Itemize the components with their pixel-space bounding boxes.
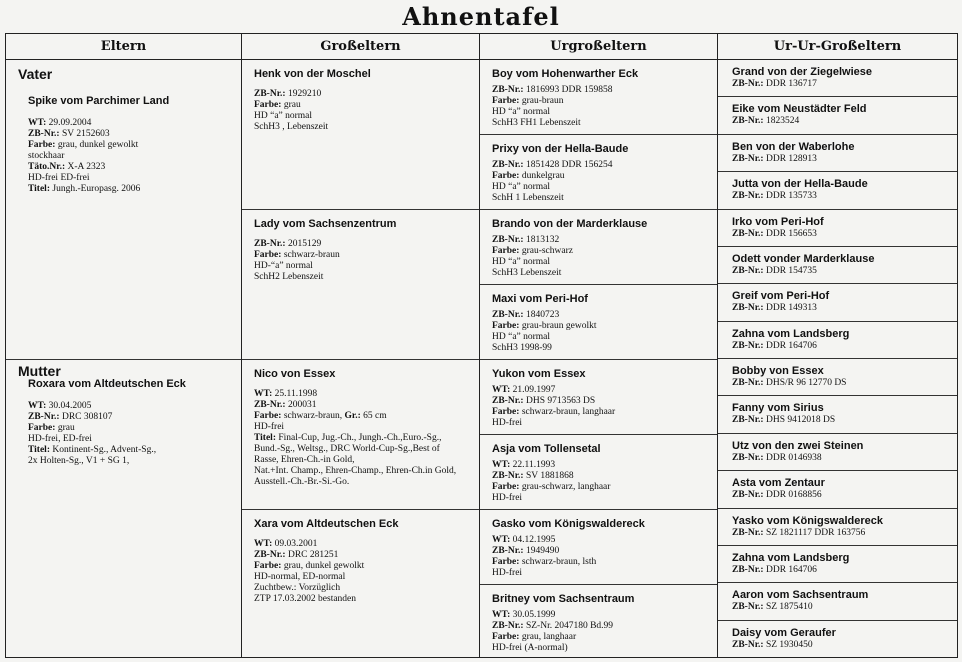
value: 1813132 bbox=[525, 235, 560, 245]
label: Farbe: bbox=[254, 250, 282, 260]
page-title: Ahnentafel bbox=[402, 2, 560, 31]
value: Bund.-Sg., Weltsg., DRC World-Cup-Sg.,Best of bbox=[254, 444, 440, 454]
label: ZB-Nr.: bbox=[254, 550, 286, 560]
great-great-grandparent-cell bbox=[718, 322, 957, 359]
dog-name: Yasko vom Königswaldereck bbox=[732, 514, 884, 527]
dog-name: Ben von der Waberlohe bbox=[732, 140, 855, 153]
label: ZB-Nr.: bbox=[492, 621, 524, 631]
value: grau-schwarz, langhaar bbox=[521, 482, 611, 492]
label: ZB-Nr.: bbox=[732, 415, 764, 426]
value: 2015129 bbox=[287, 239, 322, 249]
dog-name: Gasko vom Königswaldereck bbox=[492, 518, 645, 530]
dog-name: Spike vom Parchimer Land bbox=[28, 95, 170, 107]
value: 1929210 bbox=[287, 89, 322, 99]
value: SchH2 Lebenszeit bbox=[254, 272, 324, 282]
value: Nat.+Int. Champ., Ehren-Champ., Ehren-Ch.in Gold, bbox=[254, 466, 457, 476]
value: schwarz-braun, bbox=[283, 411, 343, 421]
dog-name: Asja vom Tollensetal bbox=[492, 443, 601, 455]
label: Farbe: bbox=[254, 411, 282, 421]
column-ururgrosseltern bbox=[718, 34, 957, 657]
label: Farbe: bbox=[492, 407, 520, 417]
value: SZ-Nr. 2047180 Bd.99 bbox=[525, 621, 614, 631]
value: DDR 164706 bbox=[765, 340, 817, 351]
value: HD-frei ED-frei bbox=[28, 173, 90, 183]
value: DRC 281251 bbox=[287, 550, 339, 560]
value: DDR 156653 bbox=[765, 228, 817, 239]
grandparent-cell bbox=[242, 60, 479, 210]
dog-name: Greif vom Peri-Hof bbox=[732, 290, 830, 303]
parent-cell-mutter bbox=[6, 360, 241, 658]
label: ZB-Nr.: bbox=[732, 265, 764, 276]
label: Titel: bbox=[254, 433, 276, 443]
value: SV 1881868 bbox=[525, 471, 574, 481]
dog-name: Nico von Essex bbox=[254, 368, 336, 380]
label: Farbe: bbox=[492, 557, 520, 567]
label: Farbe: bbox=[492, 632, 520, 642]
label: Farbe: bbox=[492, 482, 520, 492]
value: DDR 135733 bbox=[765, 191, 817, 202]
great-great-grandparent-cell bbox=[718, 546, 957, 583]
label: ZB-Nr.: bbox=[492, 310, 524, 320]
great-great-grandparent-cell bbox=[718, 509, 957, 546]
column-header-eltern: Eltern bbox=[6, 34, 241, 60]
value: schwarz-braun, langhaar bbox=[521, 407, 616, 417]
value: 29.09.2004 bbox=[48, 118, 92, 128]
label: WT: bbox=[492, 610, 511, 620]
value: DDR 0146938 bbox=[765, 452, 822, 463]
column-grosseltern bbox=[242, 34, 480, 657]
value: 25.11.1998 bbox=[274, 389, 318, 399]
role-label: Vater bbox=[18, 66, 53, 82]
value: stockhaar bbox=[28, 151, 65, 161]
value: Ausstell.-Ch.-Br.-Si.-Go. bbox=[254, 477, 350, 487]
value: DHS/R 96 12770 DS bbox=[765, 378, 847, 388]
label: ZB-Nr.: bbox=[732, 602, 764, 613]
label: WT: bbox=[28, 401, 47, 411]
value: DDR 154735 bbox=[765, 265, 817, 276]
value: grau bbox=[283, 100, 301, 110]
value: 09.03.2001 bbox=[274, 539, 318, 549]
dog-name: Irko vom Peri-Hof bbox=[732, 215, 824, 228]
great-great-grandparent-cell bbox=[718, 396, 957, 433]
dog-name: Roxara vom Altdeutschen Eck bbox=[28, 378, 186, 390]
label: ZB-Nr.: bbox=[732, 116, 764, 127]
label: Titel: bbox=[28, 184, 50, 194]
dog-name: Utz von den zwei Steinen bbox=[732, 439, 864, 452]
label: WT: bbox=[492, 385, 511, 395]
value: Zuchtbew.: Vorzüglich bbox=[254, 583, 341, 593]
label: ZB-Nr.: bbox=[732, 153, 764, 164]
value: Jungh.-Europasg. 2006 bbox=[52, 184, 141, 194]
label: ZB-Nr.: bbox=[732, 378, 764, 388]
label: ZB-Nr.: bbox=[28, 412, 60, 422]
dog-name: Britney vom Sachsentraum bbox=[492, 593, 635, 605]
dog-name: Zahna vom Landsberg bbox=[732, 327, 850, 340]
value: DHS 9713563 DS bbox=[525, 396, 596, 406]
great-grandparent-cell bbox=[480, 435, 717, 510]
great-great-grandparent-cell bbox=[718, 621, 957, 658]
great-grandparent-cell bbox=[480, 210, 717, 285]
label: WT: bbox=[492, 460, 511, 470]
value: SchH3 1998-99 bbox=[492, 343, 552, 353]
value: DDR 164706 bbox=[765, 564, 817, 575]
label: WT: bbox=[492, 535, 511, 545]
column-eltern bbox=[6, 34, 242, 657]
label: ZB-Nr.: bbox=[492, 471, 524, 481]
value: SV 2152603 bbox=[61, 129, 110, 139]
value: HD-normal, ED-normal bbox=[254, 572, 346, 582]
value: SchH3 FH1 Lebenszeit bbox=[492, 118, 581, 128]
value: 1840723 bbox=[525, 310, 560, 320]
dog-name: Maxi vom Peri-Hof bbox=[492, 293, 588, 305]
great-great-grandparent-cell bbox=[718, 135, 957, 172]
great-great-grandparent-cell bbox=[718, 284, 957, 321]
value: 04.12.1995 bbox=[512, 535, 556, 545]
label: ZB-Nr.: bbox=[254, 400, 286, 410]
value: X-A 2323 bbox=[67, 162, 106, 172]
value: dunkelgrau bbox=[521, 171, 565, 181]
great-grandparent-cell bbox=[480, 285, 717, 360]
dog-name: Zahna vom Landsberg bbox=[732, 551, 850, 564]
dog-name: Lady vom Sachsenzentrum bbox=[254, 218, 397, 230]
value: HD-frei (A-normal) bbox=[492, 643, 568, 653]
dog-name: Boy vom Hohenwarther Eck bbox=[492, 68, 639, 80]
dog-name: Aaron vom Sachsentraum bbox=[732, 589, 869, 602]
great-great-grandparent-cell bbox=[718, 434, 957, 471]
great-grandparent-cell bbox=[480, 360, 717, 435]
value: HD-frei, ED-frei bbox=[28, 434, 92, 444]
value: SchH3 , Lebenszeit bbox=[254, 122, 329, 132]
great-great-grandparent-cell bbox=[718, 172, 957, 209]
label: ZB-Nr.: bbox=[732, 527, 764, 538]
value: 22.11.1993 bbox=[512, 460, 556, 470]
label: ZB-Nr.: bbox=[732, 340, 764, 351]
dog-details bbox=[28, 118, 233, 195]
label: ZB-Nr.: bbox=[254, 239, 286, 249]
value: SZ 1930450 bbox=[765, 639, 813, 650]
great-grandparent-cell bbox=[480, 135, 717, 210]
value: 200031 bbox=[287, 400, 317, 410]
label: Farbe: bbox=[492, 321, 520, 331]
value: SZ 1821117 DDR 163756 bbox=[765, 527, 866, 538]
value: HD-frei bbox=[254, 422, 285, 432]
dog-name: Bobby von Essex bbox=[732, 365, 824, 377]
label: ZB-Nr.: bbox=[492, 235, 524, 245]
value: HD “a” normal bbox=[492, 182, 551, 192]
parent-cell-vater bbox=[6, 60, 241, 360]
great-grandparent-cell bbox=[480, 510, 717, 585]
dog-name: Jutta von der Hella-Baude bbox=[732, 178, 868, 191]
label: Farbe: bbox=[492, 96, 520, 106]
dog-name: Daisy vom Geraufer bbox=[732, 626, 836, 639]
dog-name: Asta vom Zentaur bbox=[732, 477, 825, 490]
value: HD-frei bbox=[492, 493, 523, 503]
value: 21.09.1997 bbox=[512, 385, 556, 395]
label: ZB-Nr.: bbox=[492, 85, 524, 95]
value: HD “a” normal bbox=[254, 111, 313, 121]
value: 65 cm bbox=[363, 411, 387, 421]
value: grau bbox=[57, 423, 75, 433]
dog-name: Yukon vom Essex bbox=[492, 368, 586, 380]
dog-name: Grand von der Ziegelwiese bbox=[732, 66, 872, 78]
great-grandparent-cell bbox=[480, 60, 717, 135]
value: HD “a” normal bbox=[492, 257, 551, 267]
label: Farbe: bbox=[28, 423, 56, 433]
value: DDR 0168856 bbox=[765, 490, 822, 501]
label: Farbe: bbox=[492, 171, 520, 181]
column-header-grosseltern: Großeltern bbox=[242, 34, 479, 60]
label: ZB-Nr.: bbox=[732, 490, 764, 501]
label: ZB-Nr.: bbox=[492, 396, 524, 406]
value: HD “a” normal bbox=[492, 107, 551, 117]
value: grau-braun bbox=[521, 96, 564, 106]
dog-name: Xara vom Altdeutschen Eck bbox=[254, 518, 399, 530]
label: ZB-Nr.: bbox=[732, 228, 764, 239]
value: DDR 128913 bbox=[765, 153, 817, 164]
dog-name: Eike vom Neustädter Feld bbox=[732, 103, 867, 116]
dog-name: Odett vonder Marderklause bbox=[732, 252, 875, 265]
dog-name: Prixy von der Hella-Baude bbox=[492, 143, 629, 155]
pedigree-table bbox=[5, 33, 958, 658]
label: ZB-Nr.: bbox=[732, 564, 764, 575]
value: 30.04.2005 bbox=[48, 401, 92, 411]
label: Farbe: bbox=[492, 246, 520, 256]
value: 30.05.1999 bbox=[512, 610, 556, 620]
value: grau-schwarz bbox=[521, 246, 573, 256]
dog-name: Brando von der Marderklause bbox=[492, 218, 648, 230]
value: schwarz-braun bbox=[283, 250, 340, 260]
value: DRC 308107 bbox=[61, 412, 113, 422]
value: 2x Holten-Sg., V1 + SG 1, bbox=[28, 456, 130, 466]
column-urgrosseltern bbox=[480, 34, 718, 657]
label: ZB-Nr.: bbox=[492, 160, 524, 170]
value: grau-braun gewolkt bbox=[521, 321, 597, 331]
label: Titel: bbox=[28, 445, 50, 455]
value: SZ 1875410 bbox=[765, 602, 813, 613]
great-grandparent-cell bbox=[480, 585, 717, 658]
column-header-urgrosseltern: Urgroßeltern bbox=[480, 34, 717, 60]
great-great-grandparent-cell bbox=[718, 247, 957, 284]
value: SchH3 Lebenszeit bbox=[492, 268, 562, 278]
label: ZB-Nr.: bbox=[492, 546, 524, 556]
value: HD-frei bbox=[492, 418, 523, 428]
value: grau, langhaar bbox=[521, 632, 577, 642]
value: Final-Cup, Jug.-Ch., Jungh.-Ch.,Euro.-Sg., bbox=[278, 433, 442, 443]
label: WT: bbox=[28, 118, 47, 128]
label: WT: bbox=[254, 389, 273, 399]
great-great-grandparent-cell bbox=[718, 97, 957, 134]
label: ZB-Nr.: bbox=[28, 129, 60, 139]
label: Täto.Nr.: bbox=[28, 162, 66, 172]
grandparent-cell bbox=[242, 510, 479, 658]
value: DHS 9412018 DS bbox=[765, 415, 836, 426]
value: HD “a” normal bbox=[492, 332, 551, 342]
label: ZB-Nr.: bbox=[732, 191, 764, 202]
value: ZTP 17.03.2002 bestanden bbox=[254, 594, 357, 604]
dog-details bbox=[28, 401, 233, 467]
value: Rasse, Ehren-Ch.-in Gold, bbox=[254, 455, 355, 465]
role-label: Mutter bbox=[18, 363, 61, 379]
column-header-ururgrosseltern: Ur-Ur-Großeltern bbox=[718, 34, 957, 60]
label: ZB-Nr.: bbox=[732, 303, 764, 314]
value: grau, dunkel gewolkt bbox=[57, 140, 139, 150]
value: DDR 149313 bbox=[765, 303, 817, 314]
great-great-grandparent-cell bbox=[718, 60, 957, 97]
value: 1949490 bbox=[525, 546, 560, 556]
label: ZB-Nr.: bbox=[254, 89, 286, 99]
label: ZB-Nr.: bbox=[732, 79, 764, 89]
label: ZB-Nr.: bbox=[732, 452, 764, 463]
label: Farbe: bbox=[254, 561, 282, 571]
value: DDR 136717 bbox=[765, 79, 817, 89]
label: WT: bbox=[254, 539, 273, 549]
value: 1816993 DDR 159858 bbox=[525, 85, 613, 95]
grandparent-cell bbox=[242, 360, 479, 510]
great-great-grandparent-cell bbox=[718, 583, 957, 620]
dog-name: Henk von der Moschel bbox=[254, 68, 371, 80]
value: Kontinent-Sg., Advent-Sg., bbox=[52, 445, 157, 455]
value: grau, dunkel gewolkt bbox=[283, 561, 365, 571]
label: Farbe: bbox=[254, 100, 282, 110]
great-great-grandparent-cell bbox=[718, 471, 957, 508]
great-great-grandparent-cell bbox=[718, 359, 957, 396]
label: ZB-Nr.: bbox=[732, 639, 764, 650]
label: Farbe: bbox=[28, 140, 56, 150]
value: HD-frei bbox=[492, 568, 523, 578]
value: 1851428 DDR 156254 bbox=[525, 160, 613, 170]
value: HD-“a” normal bbox=[254, 261, 313, 271]
great-great-grandparent-cell bbox=[718, 210, 957, 247]
value: 1823524 bbox=[765, 116, 800, 127]
value: SchH 1 Lebenszeit bbox=[492, 193, 564, 203]
label: Gr.: bbox=[344, 411, 361, 421]
value: schwarz-braun, lsth bbox=[521, 557, 597, 567]
grandparent-cell bbox=[242, 210, 479, 360]
dog-name: Fanny vom Sirius bbox=[732, 402, 824, 415]
